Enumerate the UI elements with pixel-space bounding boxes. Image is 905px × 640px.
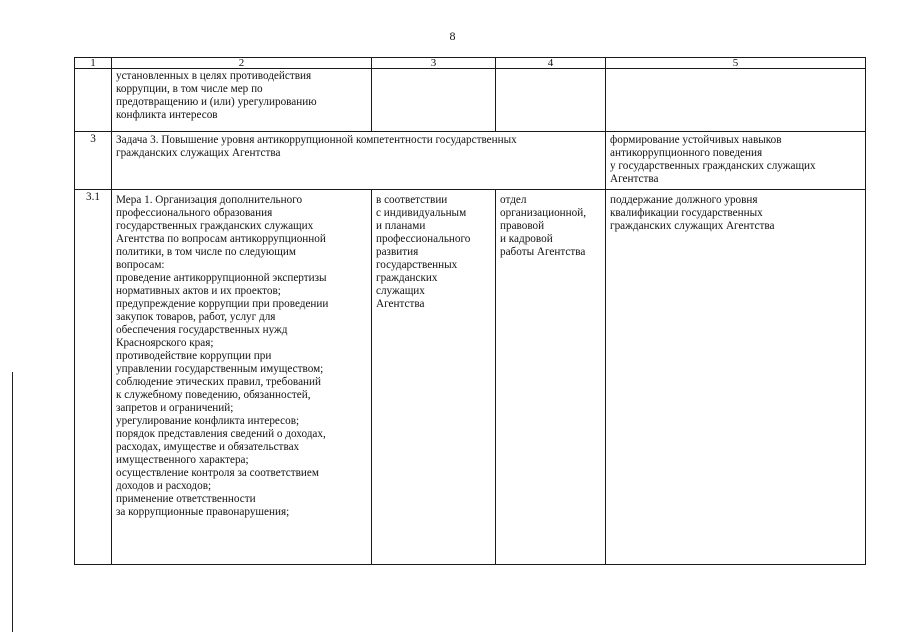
table-row-task-3 (75, 132, 866, 190)
text-line: за коррупционные правонарушения; (116, 506, 290, 518)
page-number: 8 (449, 29, 456, 43)
text-line: работы Агентства (500, 246, 586, 258)
text-line: антикоррупционного поведения (610, 147, 763, 159)
measure-description-cell (112, 69, 372, 132)
column-header-3: 3 (372, 58, 496, 69)
text-line: политики, в том числе по следующим (116, 246, 296, 258)
text-line: запретов и ограничений; (116, 402, 234, 414)
text-line: вопросам: (116, 259, 165, 271)
text-line: поддержание должного уровня (610, 194, 758, 206)
text-line: доходов и расходов; (116, 480, 212, 492)
row-number-cell: 3 (75, 132, 112, 190)
responsible-cell (496, 69, 606, 132)
text-line: государственных (376, 259, 458, 271)
text-line: к служебному поведению, обязанностей, (116, 389, 311, 401)
text-line: у государственных гражданских служащих (610, 160, 816, 172)
text-line: проведение антикоррупционной экспертизы (116, 272, 327, 284)
text-line: квалификации государственных (610, 207, 763, 219)
text-line: формирование устойчивых навыков (610, 134, 782, 146)
text-line: предотвращению и (или) урегулированию (116, 96, 317, 108)
text-line: урегулирование конфликта интересов; (116, 415, 300, 427)
text-line: развития (376, 246, 419, 258)
row-number-cell: 3.1 (75, 190, 112, 565)
text-line: отдел (500, 194, 527, 206)
text-line: с индивидуальным (376, 207, 467, 219)
text-line: профессионального (376, 233, 471, 245)
measure-description-cell (112, 190, 372, 565)
text-line: нормативных актов и их проектов; (116, 285, 281, 297)
text-line: имущественного характера; (116, 454, 249, 466)
expected-result-cell (606, 132, 866, 190)
text-line: управлении государственным имуществом; (116, 363, 324, 375)
text-line: предупреждение коррупции при проведении (116, 298, 329, 310)
text-line: порядок представления сведений о доходах, (116, 428, 326, 440)
text-line: Агентства по вопросам антикоррупционной (116, 233, 326, 245)
text-line: организационной, (500, 207, 587, 219)
text-line: обеспечения государственных нужд (116, 324, 288, 336)
text-line: коррупции, в том числе мер по (116, 83, 263, 95)
text-line: правовой (500, 220, 545, 232)
measures-table (74, 57, 866, 565)
text-line: профессионального образования (116, 207, 273, 219)
text-line: соблюдение этических правил, требований (116, 376, 321, 388)
text-line: закупок товаров, работ, услуг для (116, 311, 276, 323)
text-line: применение ответственности (116, 493, 256, 505)
responsible-cell (496, 190, 606, 565)
text-line: Красноярского края; (116, 337, 214, 349)
deadline-cell (372, 190, 496, 565)
text-line: расходах, имуществе и обязательствах (116, 441, 300, 453)
row-number-cell (75, 69, 112, 132)
text-line: в соответствии (376, 194, 448, 206)
column-header-5: 5 (606, 58, 866, 69)
text-line: и планами (376, 220, 426, 232)
text-line: гражданских служащих Агентства (116, 147, 281, 159)
text-line: установленных в целях противодействия (116, 70, 312, 82)
text-line: противодействие коррупции при (116, 350, 272, 362)
scan-edge-line (12, 372, 13, 632)
deadline-cell (372, 69, 496, 132)
column-header-4: 4 (496, 58, 606, 69)
text-line: и кадровой (500, 233, 553, 245)
text-line: гражданских служащих Агентства (610, 220, 775, 232)
text-line: Задача 3. Повышение уровня антикоррупционной компетентности государственных (116, 134, 517, 146)
expected-result-cell (606, 190, 866, 565)
text-line: государственных гражданских служащих (116, 220, 314, 232)
table-row (75, 69, 866, 132)
column-header-2: 2 (112, 58, 372, 69)
text-line: гражданских (376, 272, 438, 284)
column-header-1: 1 (75, 58, 112, 69)
text-line: служащих (376, 285, 425, 297)
text-line: Агентства (376, 298, 425, 310)
table-header-row (75, 58, 866, 69)
text-line: Агентства (610, 173, 659, 185)
table-row-measure-3-1 (75, 190, 866, 565)
text-line: конфликта интересов (116, 109, 218, 121)
expected-result-cell (606, 69, 866, 132)
text-line: Мера 1. Организация дополнительного (116, 194, 303, 206)
text-line: осуществление контроля за соответствием (116, 467, 319, 479)
task-title-cell (112, 132, 606, 190)
